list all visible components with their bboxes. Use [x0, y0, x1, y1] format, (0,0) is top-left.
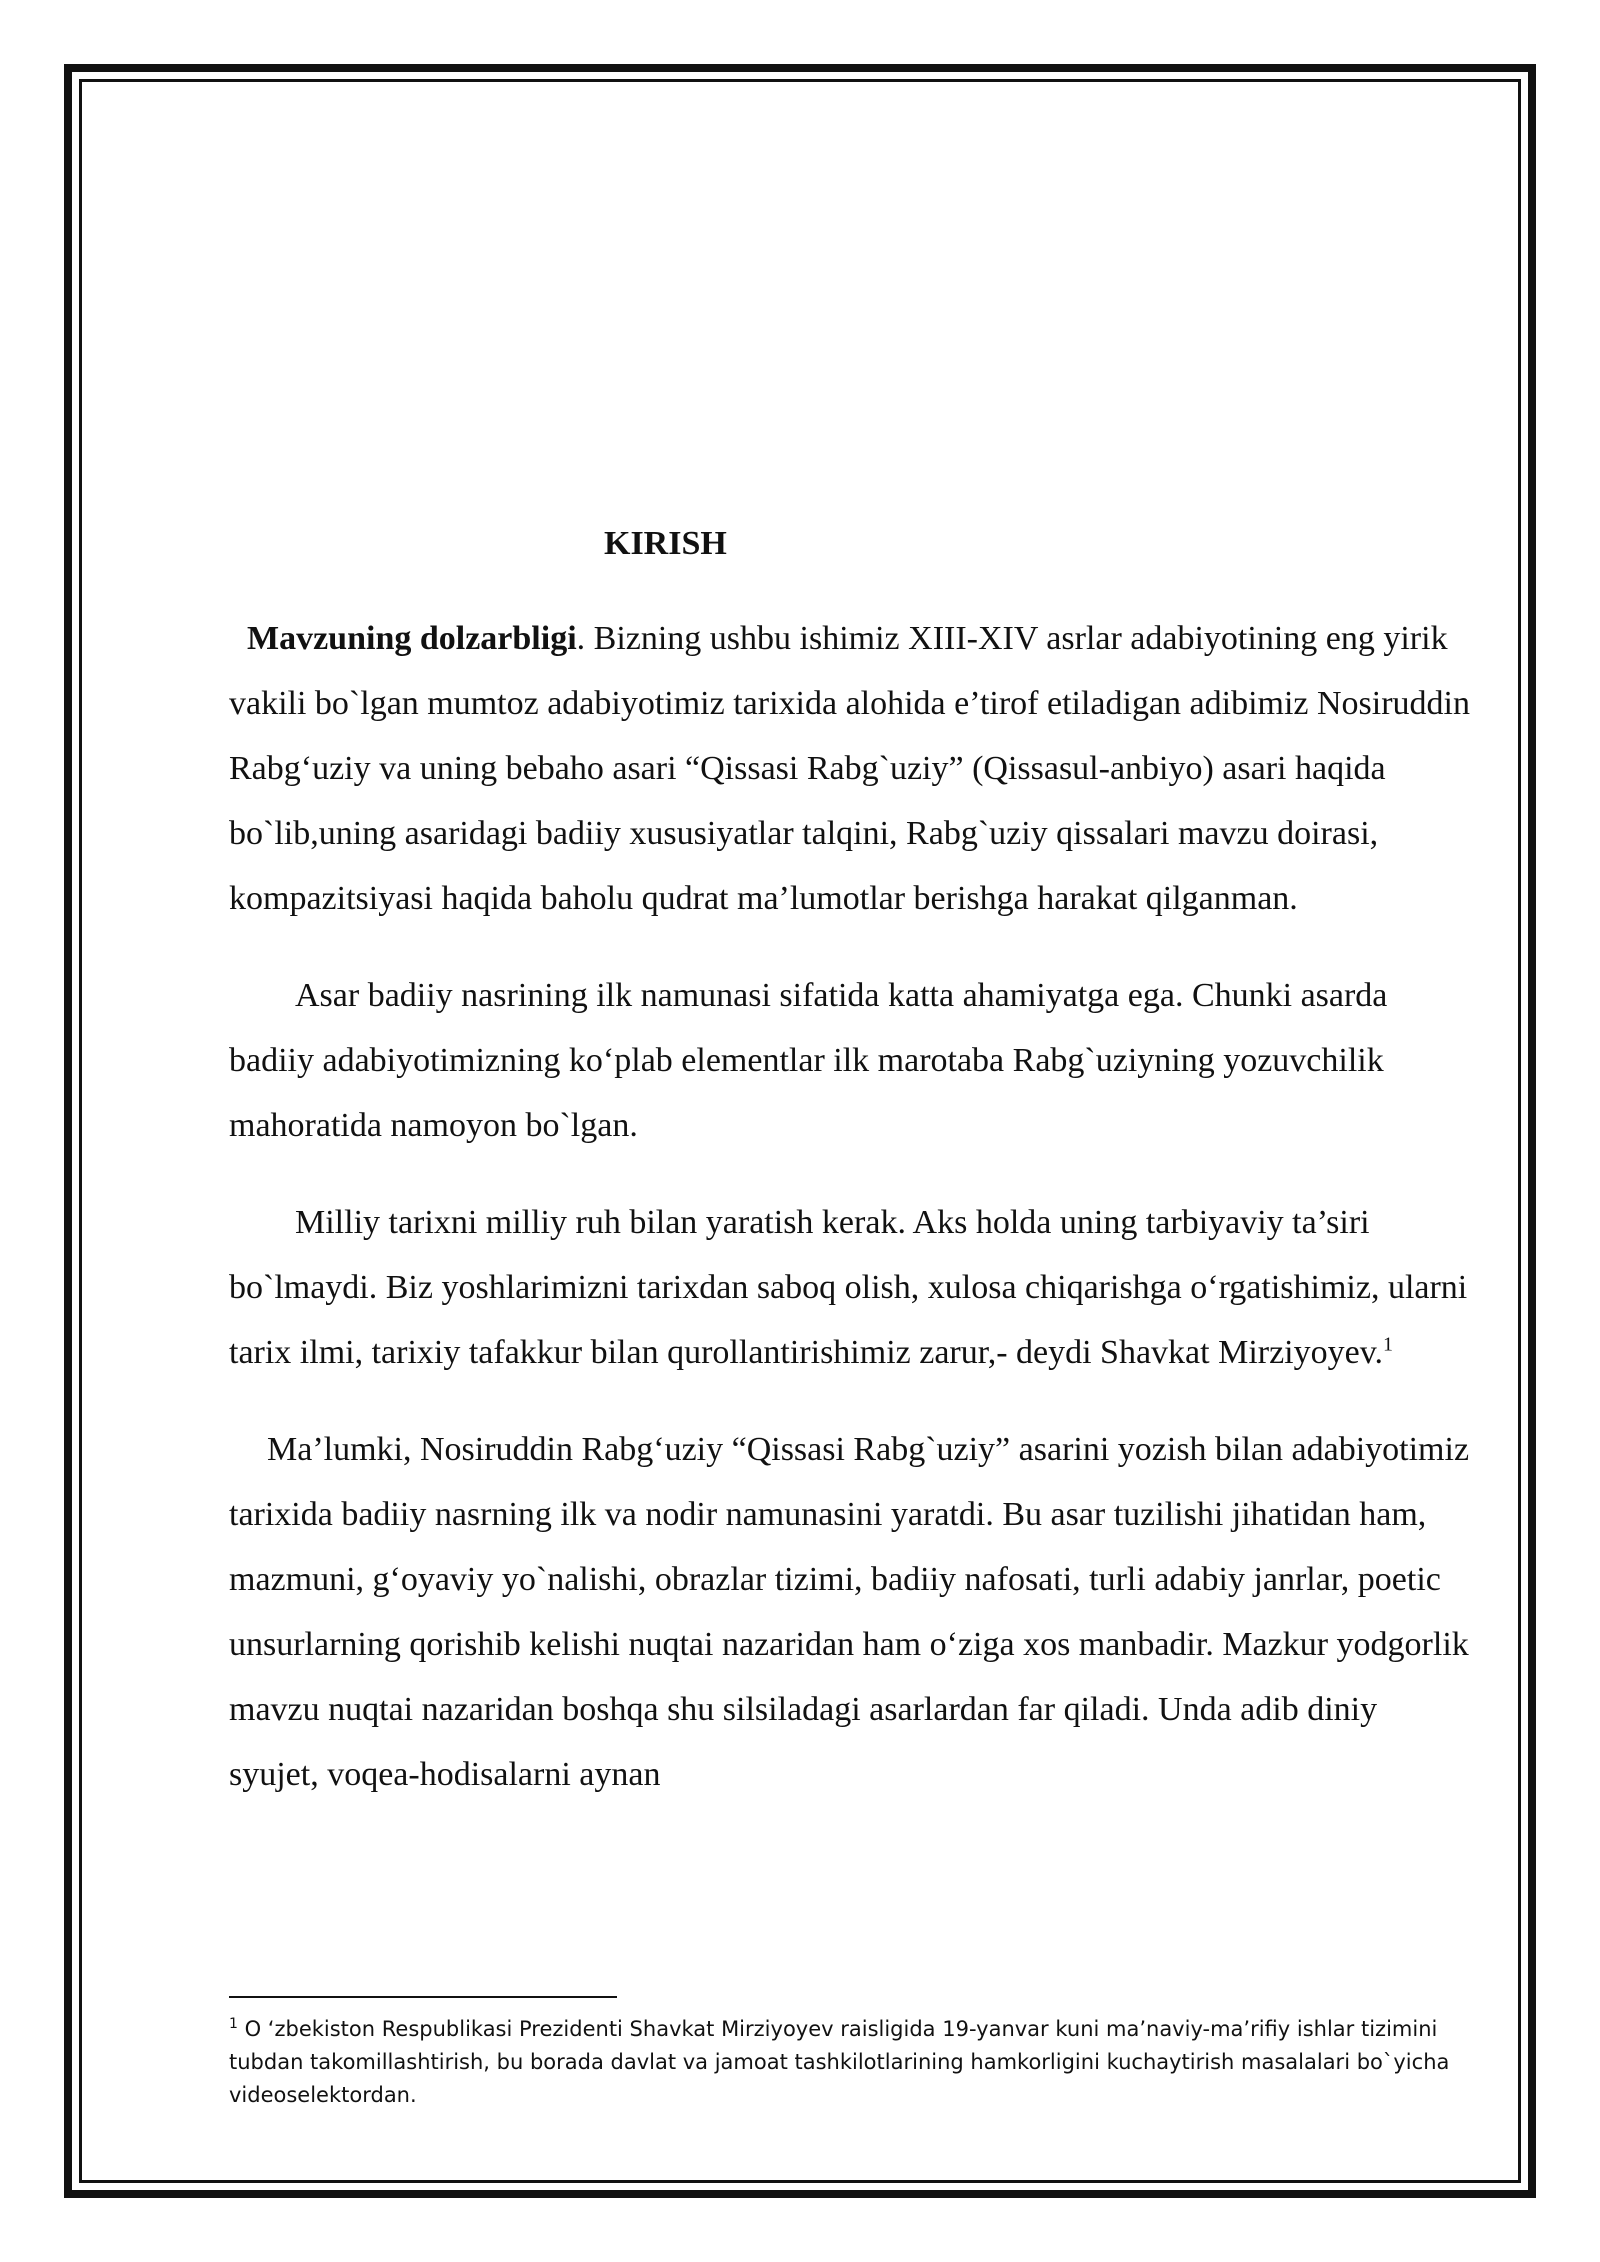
paragraph-lead: Mavzuning dolzarbligi: [247, 620, 577, 657]
footnote-reference[interactable]: 1: [1383, 1333, 1394, 1356]
paragraph-text: . Bizning ushbu ishimiz XIII-XIV asrlar adabiyotining eng yirik vakili bo`lgan mumtoz adabiyotimiz tarixida alohida e’tirof etiladigan adibimiz Nosiruddin Rabg‘uziy va uning bebaho asari “Qissasi Rabg`uziy” (Qissasul-anbiyo) asari haqida bo`lib,uning asaridagi badiiy xususiyatlar talqini, Rabg`uziy qissalari mavzu doirasi, kompazitsiyasi haqida baholu qudrat ma’lumotlar berishga harakat qilganman.: [229, 620, 1470, 917]
paragraph-relevance: [229, 606, 1474, 931]
paragraph-significance: Asar badiiy nasrining ilk namunasi sifatida katta ahamiyatga ega. Chunki asarda badiiy adabiyotimizning ko‘plab elementlar ilk marotaba Rabg`uziyning yozuvchilik mahoratida namoyon bo`lgan.: [229, 977, 1388, 1144]
footnote-marker: 1: [229, 2016, 238, 2032]
footnote-text: O ‘zbekiston Respublikasi Prezidenti Shavkat Mirziyoyev raisligida 19-yanvar kuni ma’naviy-ma’rifiy ishlar tizimini tubdan takomillashtirish, bu borada davlat va jamoat tashkilotlarining hamkorligini kuchaytirish masalalari bo`yicha videoselektordan.: [229, 2017, 1450, 2107]
footnote: [229, 2013, 1489, 2112]
document-body: [229, 520, 1474, 1807]
footnote-separator: [229, 1996, 617, 1998]
paragraph-text: Milliy tarixni milliy ruh bilan yaratish kerak. Aks holda uning tarbiyaviy ta’siri bo`lmaydi. Biz yoshlarimizni tarixdan saboq olish, xulosa chiqarishga o‘rgatishimiz, ularni tarix ilmi, tarixiy tafakkur bilan qurollantirishimiz zarur,- deydi Shavkat Mirziyoyev.: [229, 1204, 1468, 1371]
paragraph-quote: [229, 1190, 1474, 1385]
section-heading: KIRISH: [604, 525, 727, 562]
paragraph-overview: Ma’lumki, Nosiruddin Rabg‘uziy “Qissasi Rabg`uziy” asarini yozish bilan adabiyotimiz tarixida badiiy nasrning ilk va nodir namunasini yaratdi. Bu asar tuzilishi jihatidan ham, mazmuni, g‘oyaviy yo`nalishi, obrazlar tizimi, badiiy nafosati, turli adabiy janrlar, poetic unsurlarning qorishib kelishi nuqtai nazaridan ham o‘ziga xos manbadir. Mazkur yodgorlik mavzu nuqtai nazaridan boshqa shu silsiladagi asarlardan far qiladi. Unda adib diniy syujet, voqea-hodisalarni aynan: [229, 1431, 1470, 1793]
